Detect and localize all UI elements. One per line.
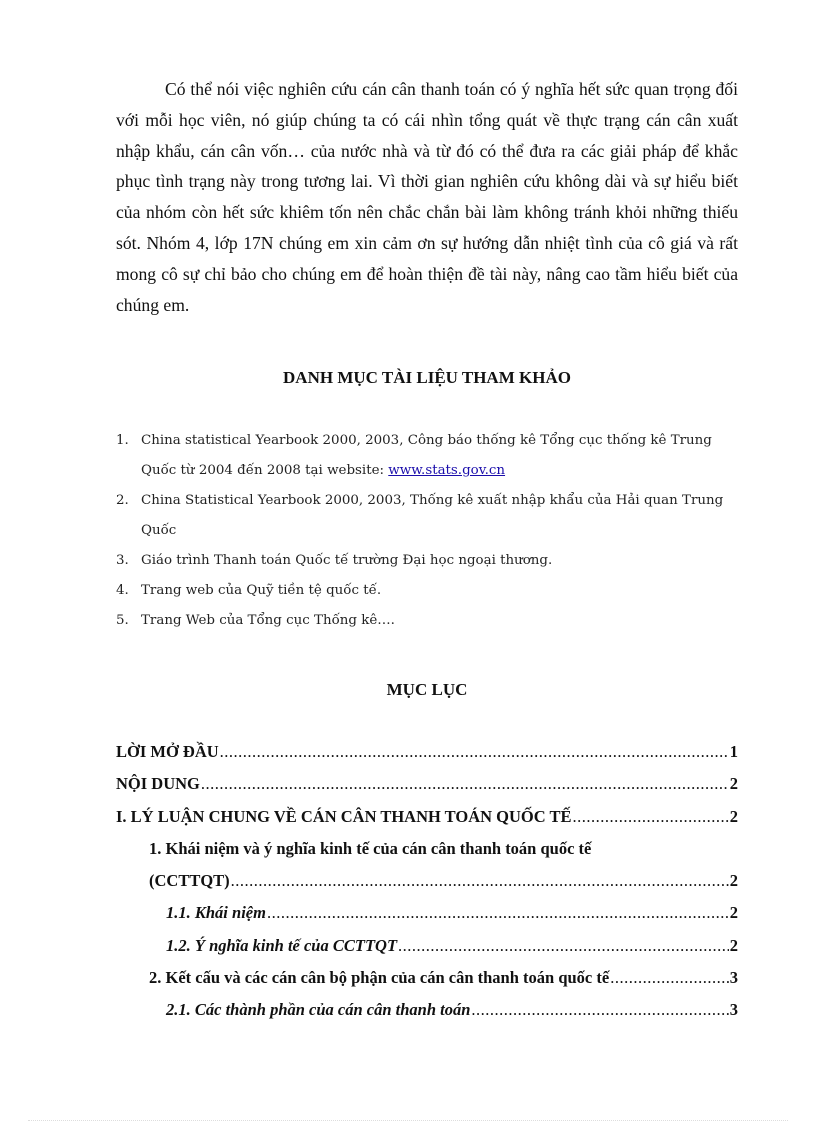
reference-item [116,606,738,636]
toc-heading: MỤC LỤC [386,680,468,699]
table-of-contents [116,736,738,1027]
page-bottom-divider [28,1120,788,1121]
toc-page-number: 3 [729,968,738,988]
references-list [116,426,738,636]
toc-entry-title: 2.1. Các thành phần của cán cân thanh toán [166,1000,471,1020]
toc-dot-leader [471,994,728,1026]
reference-number: 1. [116,433,129,448]
toc-entry-title: 2. Kết cấu và các cán cân bộ phận của cán cân thanh toán quốc tế [149,968,610,988]
references-heading: DANH MỤC TÀI LIỆU THAM KHẢO [283,368,571,387]
toc-entry[interactable] [116,994,738,1026]
toc-entry-title: (CCTTQT) [149,871,230,891]
toc-dot-leader [573,801,729,833]
toc-page-number: 2 [729,903,738,923]
reference-text: Giáo trình Thanh toán Quốc tế trường Đại học ngoại thương. [141,553,553,568]
toc-entry[interactable] [116,736,738,768]
toc-dot-leader [220,736,729,768]
toc-dot-leader [398,930,729,962]
toc-entry[interactable] [116,768,738,800]
toc-page-number: 2 [729,806,738,826]
toc-entry[interactable] [116,962,738,994]
reference-number: 2. [116,493,129,508]
reference-item [116,426,738,486]
toc-entry-title-line1[interactable]: 1. Khái niệm và ý nghĩa kinh tế của cán cân thanh toán quốc tế [149,838,592,858]
toc-entry-title: I. LÝ LUẬN CHUNG VỀ CÁN CÂN THANH TOÁN QUỐC TẾ [116,806,572,826]
toc-entry-title: 1.2. Ý nghĩa kinh tế của CCTTQT [166,935,398,955]
reference-item [116,576,738,606]
toc-entry[interactable] [116,865,738,897]
reference-link[interactable]: www.stats.gov.cn [388,463,506,478]
reference-item [116,546,738,576]
toc-dot-leader [201,768,729,800]
toc-page-number: 2 [729,774,738,794]
toc-dot-leader [267,897,729,929]
toc-entry[interactable] [116,930,738,962]
reference-text: Trang Web của Tổng cục Thống kê…. [141,613,395,628]
reference-number: 3. [116,553,129,568]
intro-paragraph: Có thể nói việc nghiên cứu cán cân thanh toán có ý nghĩa hết sức quan trọng đối với mỗi học viên, nó giúp chúng ta có cái nhìn tổng quát về thực trạng cán cân xuất nhập khẩu, cán cân vốn… của nước nhà và từ đó có thể đưa ra các giải pháp để khắc phục tình trạng này trong tương lai. Vì thời gian nghiên cứu không dài và sự hiểu biết của nhóm còn hết sức khiêm tốn nên chắc chắn bài làm không tránh khỏi những thiếu sót. Nhóm 4, lớp 17N chúng em xin cảm ơn sự hướng dẫn nhiệt tình của cô giá và rất mong cô sự chỉ bảo cho chúng em để hoàn thiện đề tài này, nâng cao tầm hiểu biết của chúng em. [116,79,738,315]
toc-entry[interactable] [116,801,738,833]
reference-number: 4. [116,583,129,598]
toc-dot-leader [231,865,729,897]
toc-page-number: 2 [729,871,738,891]
reference-text: Trang web của Quỹ tiền tệ quốc tế. [141,583,382,598]
toc-entry[interactable] [116,897,738,929]
toc-page-number: 3 [729,1000,738,1020]
reference-text: China statistical Yearbook 2000, 2003, Công báo thống kê Tổng cục thống kê Trung Quốc từ 2004 đến 2008 tại website: [141,433,712,478]
toc-page-number: 1 [729,742,738,761]
reference-item [116,486,738,546]
toc-page-number: 2 [729,935,738,955]
toc-entry-title: NỘI DUNG [116,774,200,794]
toc-entry-title: 1.1. Khái niệm [166,903,266,923]
toc-entry-title: LỜI MỞ ĐẦU [116,742,219,761]
reference-number: 5. [116,613,129,628]
reference-text: China Statistical Yearbook 2000, 2003, Thống kê xuất nhập khẩu của Hải quan Trung Quốc [141,493,724,538]
toc-dot-leader [610,962,729,994]
